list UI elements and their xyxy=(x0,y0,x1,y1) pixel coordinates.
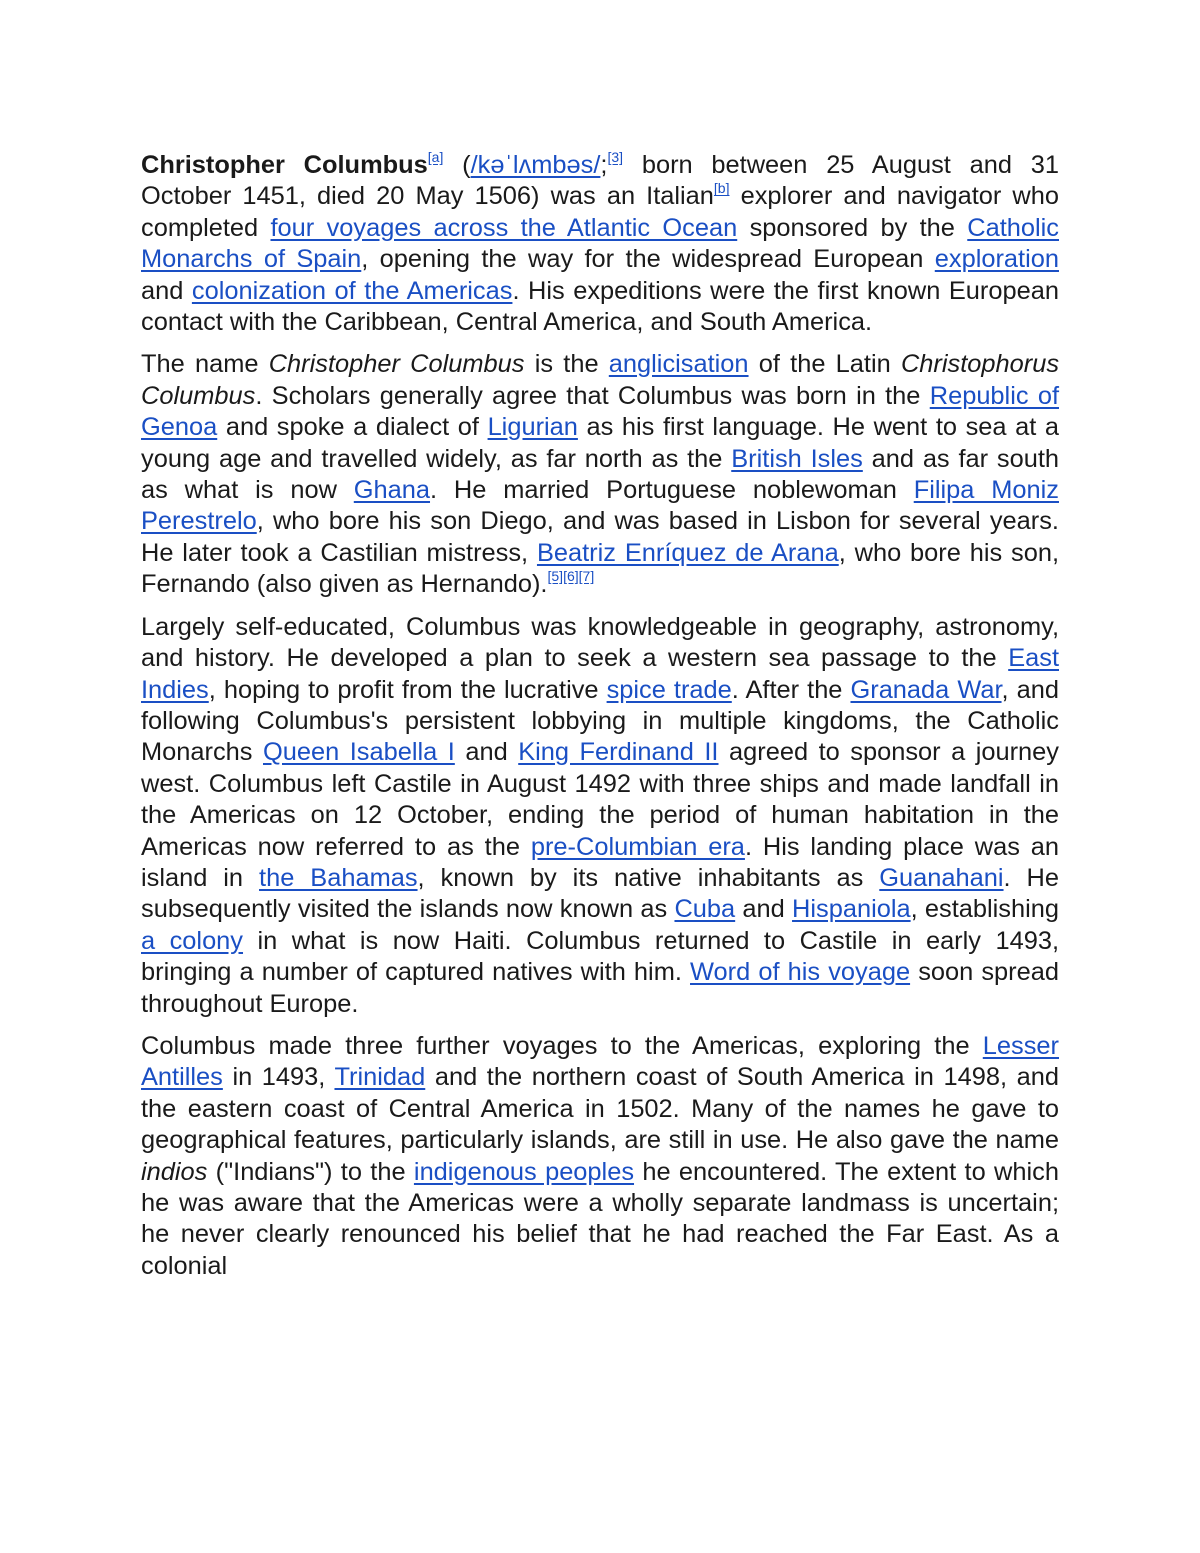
article-link[interactable]: Cuba xyxy=(674,895,736,924)
body-text: ("Indians") to the xyxy=(207,1157,414,1186)
citation-link[interactable]: [7] xyxy=(578,568,595,585)
body-text: born between 25 August and 31 October 1451, died 20 May 1506) was an Italian xyxy=(141,151,1059,211)
body-text: and spoke a dialect of xyxy=(217,413,488,442)
article-link[interactable]: Ghana xyxy=(353,476,431,505)
body-text: and xyxy=(141,276,192,305)
body-text: in 1493, xyxy=(222,1063,335,1092)
citation-superscript xyxy=(607,149,623,165)
article-link[interactable]: Beatriz Enríquez de Arana xyxy=(536,538,839,567)
body-text: and xyxy=(735,895,793,924)
article-link[interactable]: East Indies xyxy=(141,644,1059,704)
body-text: , and following Columbus's persistent lobbying in multiple kingdoms, the Catholic Monarchs xyxy=(141,675,1060,767)
body-text: The name xyxy=(141,350,269,379)
italic-term: Christopher Columbus xyxy=(268,350,525,379)
body-text: in what is now Haiti. Columbus returned to Castile in early 1493, bringing a number of captured natives with him. xyxy=(141,926,1060,987)
article-link[interactable]: exploration xyxy=(934,245,1059,274)
body-text: Columbus made three further voyages to the Americas, exploring the xyxy=(141,1031,983,1060)
bold-subject-name: Christopher Columbus xyxy=(141,151,428,179)
body-text: , who bore his son Diego, and was based in Lisbon for several years. He later took a Castilian mistress, xyxy=(141,507,1059,567)
body-text: , who bore his son, Fernando (also given as Hernando). xyxy=(141,538,1060,599)
article-link[interactable]: /kəˈlʌmbəs/ xyxy=(470,151,601,179)
body-text: ; xyxy=(600,151,608,179)
body-text: ( xyxy=(443,151,471,179)
paragraph xyxy=(141,1031,1059,1282)
body-text: of the Latin xyxy=(748,350,901,379)
article-link[interactable]: Filipa Moniz Perestrelo xyxy=(141,476,1059,536)
article-link[interactable]: King Ferdinand II xyxy=(518,738,719,767)
body-text: as his first language. He went to sea at a young age and travelled widely, as far north as the xyxy=(141,413,1059,473)
body-text: . His landing place was an island in xyxy=(141,832,1060,892)
article-link[interactable]: a colony xyxy=(141,926,244,955)
body-text: he encountered. The extent to which he was aware that the Americas were a wholly separate landmass is uncertain; he never clearly renounced his belief that he had reached the Far East. As a colonial xyxy=(141,1157,1059,1280)
citation-link[interactable]: [a] xyxy=(427,149,444,165)
citation-link[interactable]: [5] xyxy=(547,568,564,585)
body-text: , opening the way for the widespread European xyxy=(361,245,935,274)
article-link[interactable]: Lesser Antilles xyxy=(141,1031,1059,1092)
italic-term: Christophorus Columbus xyxy=(141,350,1060,410)
article-link[interactable]: Word of his voyage xyxy=(690,958,911,987)
citation-superscript xyxy=(563,568,579,584)
citation-link[interactable]: [3] xyxy=(607,149,624,165)
citation-superscript xyxy=(428,149,444,165)
article-link[interactable]: Catholic Monarchs of Spain xyxy=(141,213,1059,274)
citation-superscript xyxy=(579,568,595,584)
article-link[interactable]: colonization of the Americas xyxy=(191,276,513,305)
body-text: , hoping to profit from the lucrative xyxy=(208,675,607,704)
body-text: soon spread throughout Europe. xyxy=(141,958,1059,1018)
article-link[interactable]: the Bahamas xyxy=(259,863,418,892)
body-text: and as far south as what is now xyxy=(141,444,1060,505)
article-link[interactable]: Republic of Genoa xyxy=(141,381,1059,442)
paragraph xyxy=(141,150,1059,338)
article-link[interactable]: spice trade xyxy=(606,675,732,704)
body-text: and the northern coast of South America in 1498, and the eastern coast of Central America in 1502. Many of the names he gave to geographical features, particularly islands, are still in use. He also gave the name xyxy=(141,1063,1059,1155)
article-link[interactable]: Queen Isabella I xyxy=(263,738,455,767)
italic-term: indios xyxy=(141,1157,208,1186)
article-link[interactable]: Hispaniola xyxy=(792,895,911,924)
paragraph xyxy=(141,349,1059,600)
body-text: . After the xyxy=(731,675,851,704)
body-text: . He married Portuguese noblewoman xyxy=(430,476,914,505)
article-link[interactable]: four voyages across the Atlantic Ocean xyxy=(270,213,738,242)
article-link[interactable]: Ligurian xyxy=(487,413,578,442)
body-text: sponsored by the xyxy=(737,213,968,242)
body-text: , known by its native inhabitants as xyxy=(417,863,880,892)
article-link[interactable]: Granada War xyxy=(850,675,1002,704)
body-text: Largely self-educated, Columbus was knowledgeable in geography, astronomy, and history. He developed a plan to seek a western sea passage to the xyxy=(141,612,1059,673)
body-text: , establishing xyxy=(910,895,1059,924)
article-link[interactable]: British Isles xyxy=(731,444,863,473)
body-text: . His expeditions were the first known European contact with the Caribbean, Central America, and South America. xyxy=(141,276,1059,337)
article-link[interactable]: pre-Columbian era xyxy=(530,832,745,861)
citation-link[interactable]: [6] xyxy=(563,568,579,585)
body-text: . Scholars generally agree that Columbus was born in the xyxy=(255,381,930,410)
citation-superscript xyxy=(714,180,730,196)
body-text: is the xyxy=(524,350,609,379)
paragraph xyxy=(141,612,1059,1020)
body-text: and xyxy=(454,738,519,767)
citation-link[interactable]: [b] xyxy=(713,180,730,197)
article-link[interactable]: Trinidad xyxy=(334,1063,426,1092)
document-body xyxy=(141,150,1059,1293)
article-link[interactable]: indigenous peoples xyxy=(413,1157,635,1186)
body-text: agreed to sponsor a journey west. Columbus left Castile in August 1492 with three ships and made landfall in the Americas on 12 October, ending the period of human habitation in the Americas now referred to as the xyxy=(141,738,1059,861)
article-link[interactable]: Guanahani xyxy=(879,863,1004,892)
body-text: explorer and navigator who completed xyxy=(141,182,1060,242)
body-text: . He subsequently visited the islands now known as xyxy=(141,863,1059,924)
citation-superscript xyxy=(548,568,564,584)
article-link[interactable]: anglicisation xyxy=(608,350,749,379)
